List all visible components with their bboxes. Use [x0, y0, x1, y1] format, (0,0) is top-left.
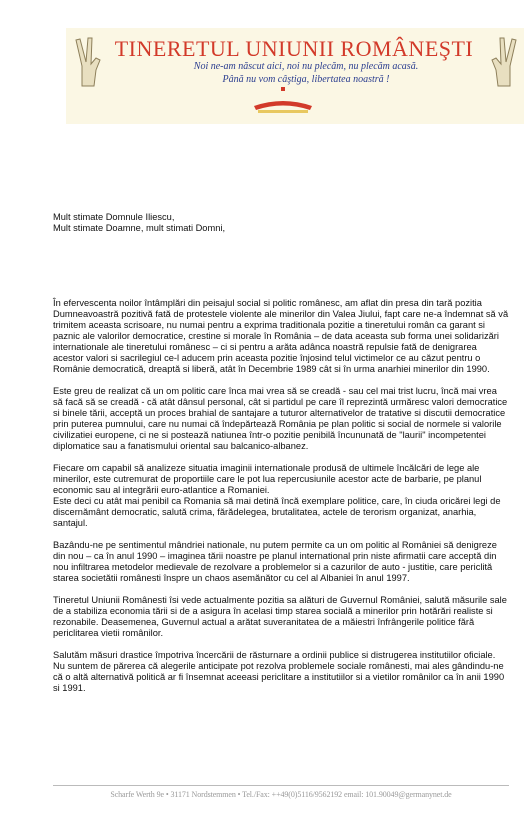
salutation-line-2: Mult stimate Doamne, mult stimati Domni,: [53, 223, 226, 233]
victory-hand-icon: [72, 36, 104, 88]
flag-emblem-icon: [248, 86, 318, 116]
footer-contact: Scharfe Werth 9e • 31171 Nordstemmen • Tel./Fax: ++49(0)5116/9562192 email: 101.90049@germanynet.de: [53, 785, 509, 799]
salutation: [53, 212, 225, 234]
paragraph-4: Bazându-ne pe sentimentul mândriei nationale, nu putem permite ca un om politic al României să denigreze din nou – ca în anul 1990 – imaginea tării noastre pe planul international prin niste afirmatii care acceptă din nou infiltrarea metodelor medievale de rezolvare a problemelor si a cazurilor de auto - justitie, care periclită starea societătii românesti înspre un chaos asemănător cu cel al Albaniei în anul 1997.: [53, 540, 497, 583]
paragraph-6: Salutăm măsuri drastice împotriva încercării de răsturnare a ordinii publice si distrugerea institutiilor oficiale. Nu suntem de părerea că alegerile anticipate pot rezolva problemele sociale românesti, mai ales gândindu-ne că o altă alternativă politică ar fi însemnat aceeasi periclitare a institutiilor si a vietilor românilor ca în anii 1990 si 1991.: [53, 650, 505, 693]
paragraph-5: Tineretul Uniunii Românesti îsi vede actualmente pozitia sa alături de Guvernul României, salută măsurile sale de a stabiliza economia tării si de a asigura în acelasi timp starea socială a minerilor prin hotărări realiste si rezonabile. Deasemenea, Guvernul actual a arătat suveranitatea de a măiestri înfrângerile politice fără periclitarea vietii românilor.: [53, 595, 507, 638]
paragraph-3: Fiecare om capabil să analizeze situatia imaginii internationale produsă de ultimele încălcări de lege ale minerilor, este cutremurat de proportiile care le pot lua repercusiunile acestor acte de barbarie, pe planul economic sau al integrării euro-atlantice a Romaniei. Este deci cu atât mai penibil ca Romania să mai detină încă exemplare politice, care, în ciuda oricărei legi de discernământ democratic, salută crima, fărădelegea, brutalitatea, actele de terorism organizat, anarhia, santajul.: [53, 463, 501, 528]
paragraph-1: În efervescenta noilor întâmplări din peisajul social si politic românesc, am aflat din presa din tară pozitia Dumneavoastră pozitivă fată de protestele violente ale minerilor din Valea Jiului, fapt care ne-a îndemnat să vă trimitem aceasta scrisoare, nu numai pentru a exprima traditionala pozitie a tineretului român ca garant si paznic ale valorilor democratice, crestine si morale în România – de data aceasta sub forma unei solidarizări internationale ale tineretului românesc – ci si pentru a arăta adânca noastră repulsie fată de denigrarea acestor valori si sacrilegiul ce-l aducem prin aceasta pozitie înjosind telul victimelor ce au căzut pentru o Românie democratică, dreaptă si liberă, atât în Decembrie 1989 cât si în urma anarhiei minerilor din 1990.: [53, 298, 509, 374]
letter-body: [53, 298, 509, 705]
letterhead: [66, 28, 524, 124]
organization-title: TINERETUL UNIUNII ROMÂNEŞTI: [114, 36, 474, 61]
victory-hand-icon: [488, 36, 520, 88]
salutation-line-1: Mult stimate Domnule Iliescu,: [53, 212, 175, 222]
slogan-line-2: Până nu vom câştiga, libertatea noastră !: [222, 74, 390, 85]
paragraph-2: Este greu de realizat că un om politic care înca mai vrea să se creadă - sau cel mai trist lucru, încă mai vrea să facă să se creadă - că atât dânsul personal, cât si partidul pe care îl reprezintă urmăresc valori democratice si binele tării, acceptă un proces brahial de santajare a tuturor alternativelor de tratative si discutii democratice prin puterea pumnului, care nu numai că îndepărtează România pe plan politic si social de normele si valorile civilizatiei europene, ci ne si postează natiunea într-o pozitie penibilă încununată de "laurii" incompetentei diplomatice sau a fanatismului oriental sau balcanico-albanez.: [53, 386, 508, 451]
slogan-line-1: Noi ne-am născut aici, noi nu plecăm, nu plecăm acasă.: [193, 61, 419, 72]
